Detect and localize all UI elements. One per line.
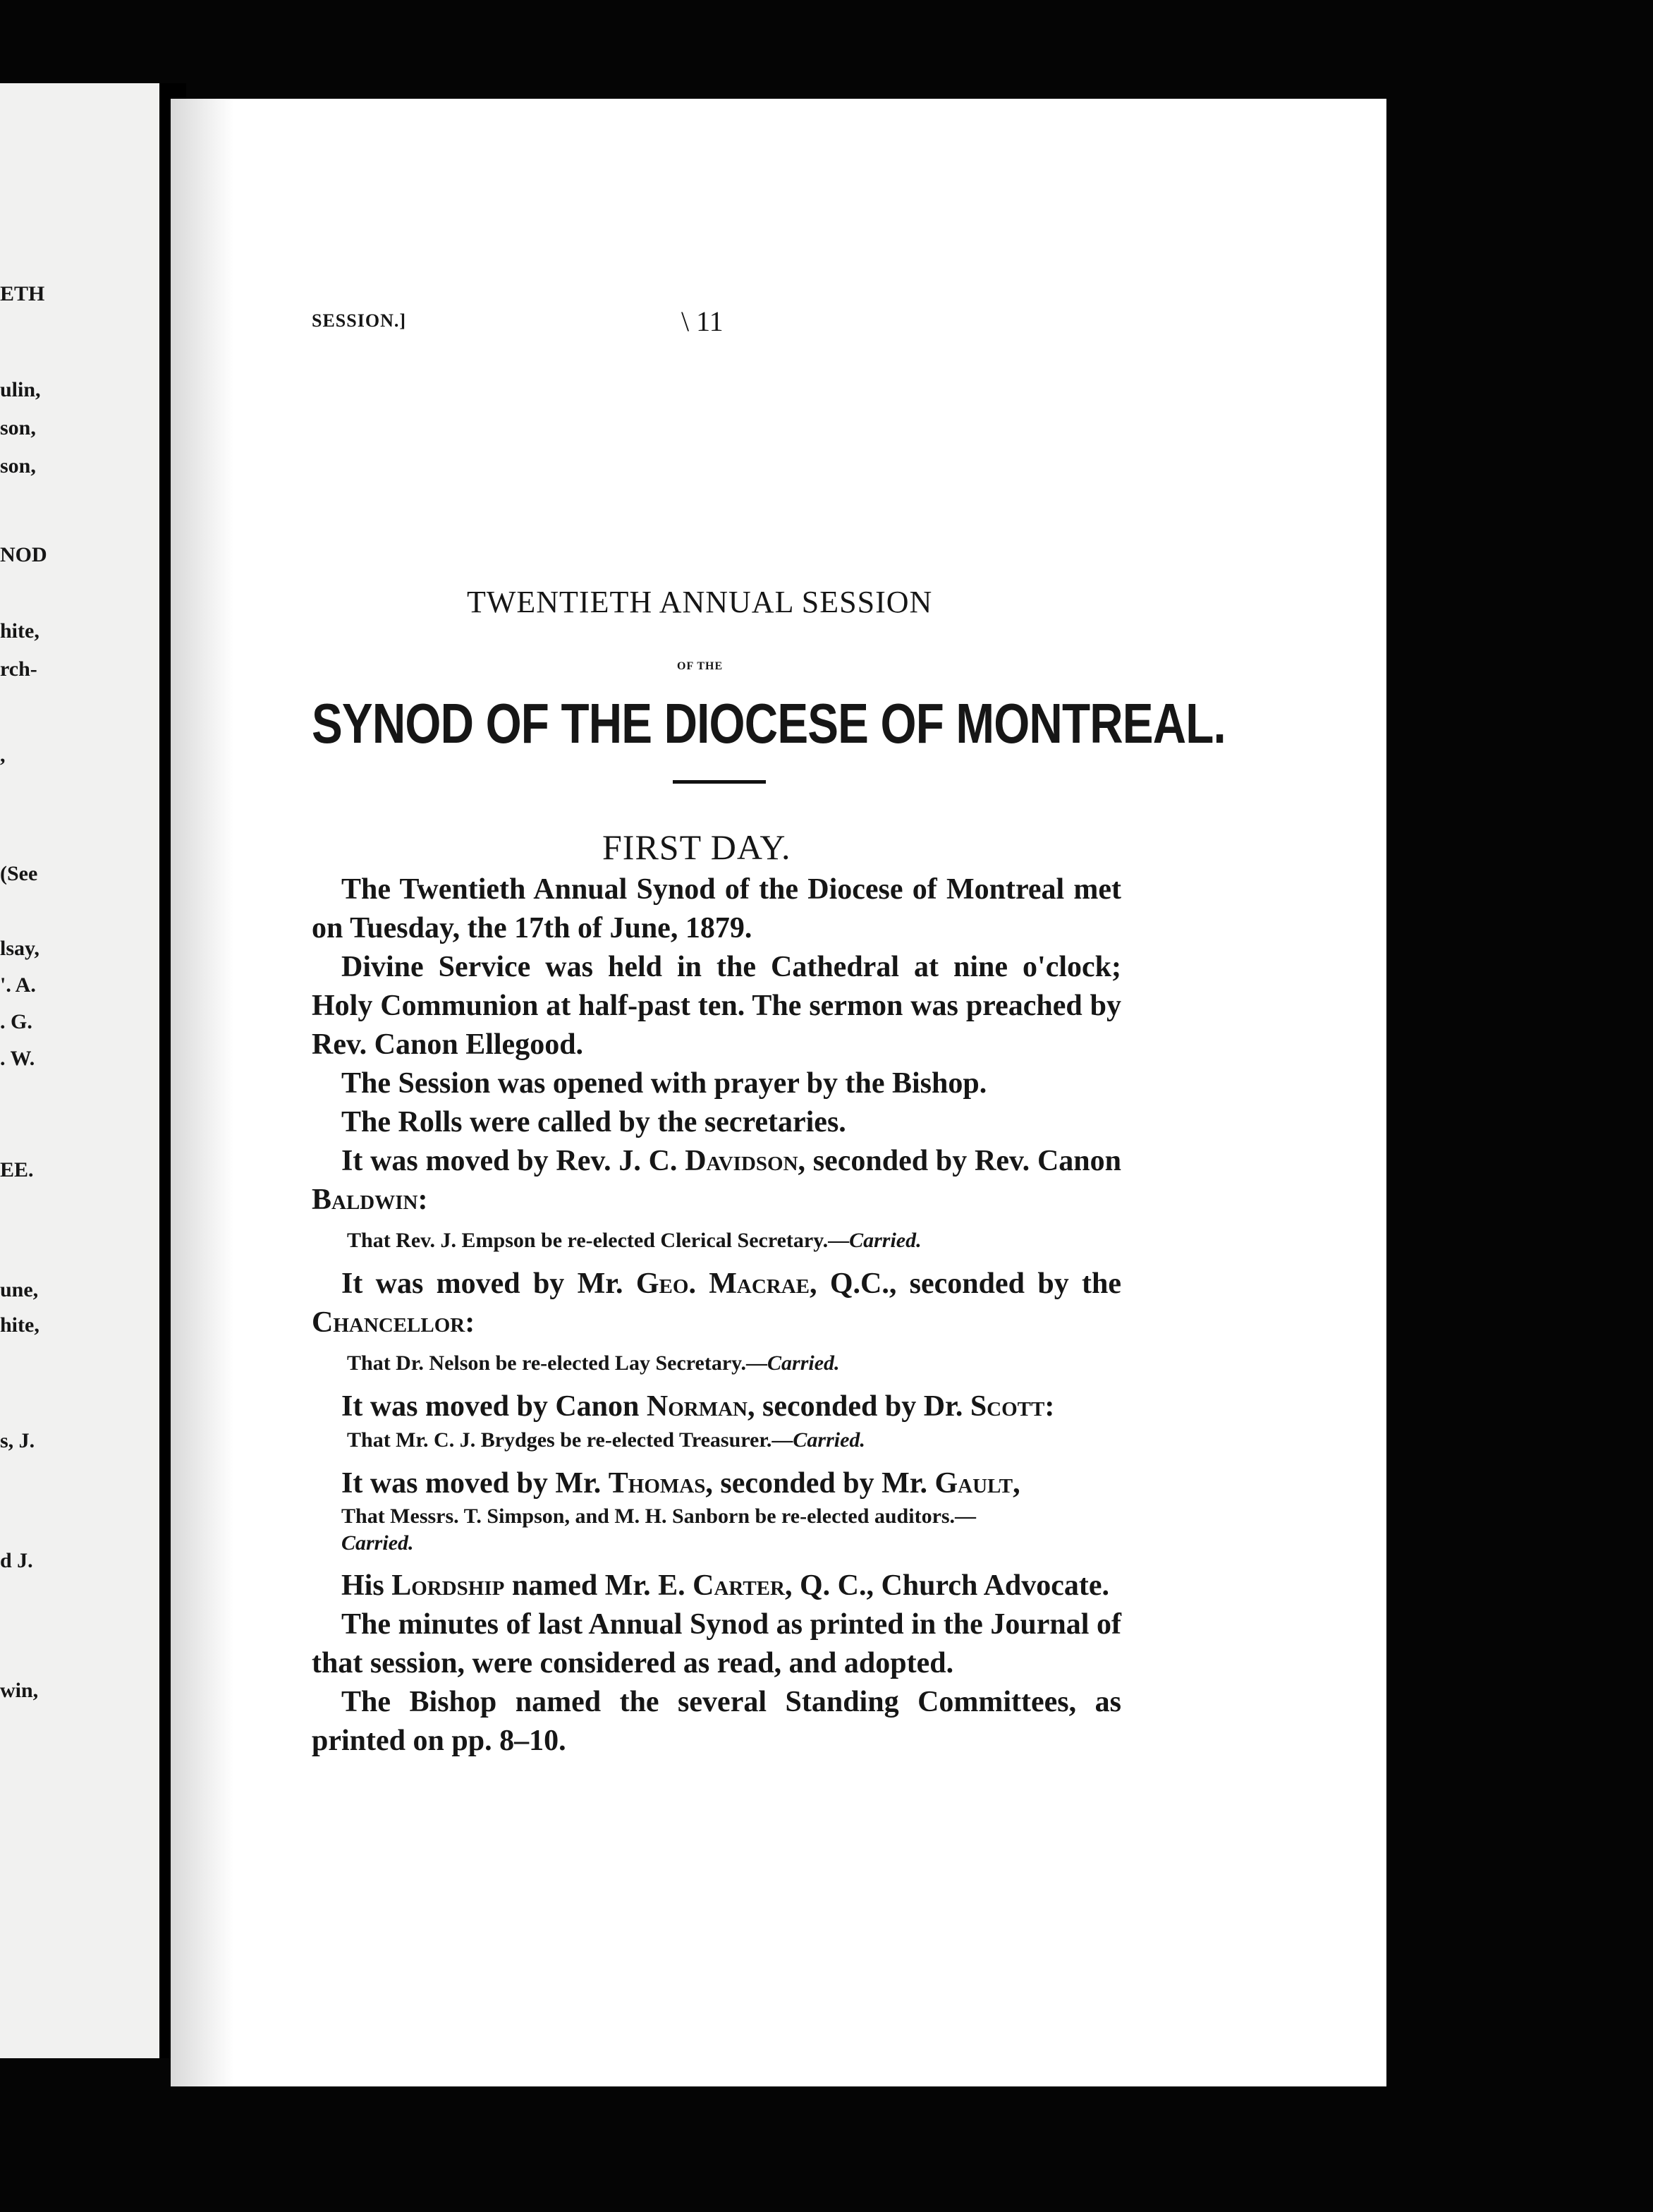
session-heading: TWENTIETH ANNUAL SESSION bbox=[467, 585, 933, 619]
left-fragment: . G. bbox=[0, 1010, 32, 1033]
resolution-treasurer: That Mr. C. J. Brydges be re-elected Treasurer.—Carried. bbox=[347, 1428, 865, 1452]
seconder-name: Scott bbox=[970, 1390, 1045, 1423]
resolution-result: Carried. bbox=[793, 1428, 865, 1452]
mover-name: Davidson bbox=[685, 1145, 798, 1177]
left-fragment: son, bbox=[0, 454, 36, 478]
left-fragment: s, J. bbox=[0, 1429, 35, 1452]
previous-page-edge bbox=[0, 83, 159, 2058]
left-fragment: hite, bbox=[0, 619, 39, 643]
day-heading: FIRST DAY. bbox=[602, 827, 791, 867]
left-fragment: , bbox=[0, 743, 6, 767]
left-fragment: son, bbox=[0, 416, 36, 439]
left-fragment: lsay, bbox=[0, 937, 39, 960]
left-fragment: win, bbox=[0, 1679, 39, 1702]
paragraph-session-opened: The Session was opened with prayer by the Bishop. bbox=[341, 1067, 987, 1100]
resolution-lay-secretary: That Dr. Nelson be re-elected Lay Secretary.—Carried. bbox=[347, 1351, 840, 1375]
paragraph-minutes: The minutes of last Annual Synod as printed in the Journal of that session, were considered as read, and adopted. bbox=[312, 1608, 1121, 1679]
resolution-result: Carried. bbox=[849, 1229, 922, 1252]
mover-name: Geo. Macrae bbox=[635, 1268, 810, 1300]
advocate-name: Carter bbox=[693, 1569, 785, 1602]
left-fragment: d J. bbox=[0, 1549, 33, 1572]
paragraph-opening: The Twentieth Annual Synod of the Diocese of Montreal met on Tuesday, the 17th of June, 1879. bbox=[312, 873, 1121, 944]
motion-lay-secretary: It was moved by Mr. Geo. Macrae, Q.C., seconded by the Chancellor: bbox=[312, 1268, 1121, 1339]
seconder-name: Chancellor bbox=[312, 1306, 465, 1339]
motion-auditors: It was moved by Mr. Thomas, seconded by Mr. Gault, bbox=[341, 1467, 1020, 1500]
motion-clerical-secretary: It was moved by Rev. J. C. Davidson, seconded by Rev. Canon Baldwin: bbox=[312, 1145, 1121, 1216]
paragraph-rolls: The Rolls were called by the secretaries. bbox=[341, 1106, 846, 1138]
mover-name: Norman bbox=[646, 1390, 748, 1423]
resolution-clerical-secretary: That Rev. J. Empson be re-elected Clerical Secretary.—Carried. bbox=[347, 1229, 922, 1252]
paragraph-church-advocate: His Lordship named Mr. E. Carter, Q. C., Church Advocate. bbox=[341, 1569, 1110, 1602]
page-title: SYNOD OF THE DIOCESE OF MONTREAL. bbox=[312, 692, 1226, 755]
journal-body bbox=[312, 870, 1121, 1761]
of-the-line: OF THE bbox=[677, 660, 724, 672]
paragraph-standing-committees: The Bishop named the several Standing Committees, as printed on pp. 8–10. bbox=[312, 1686, 1121, 1757]
book-page bbox=[171, 99, 1386, 2086]
left-fragment: . W. bbox=[0, 1047, 35, 1070]
resolution-result: Carried. bbox=[767, 1351, 840, 1375]
left-fragment: ulin, bbox=[0, 378, 41, 401]
left-fragment: (See bbox=[0, 862, 38, 885]
left-fragment: '. A. bbox=[0, 973, 36, 997]
page-number: \ 11 bbox=[681, 305, 724, 337]
left-fragment: rch- bbox=[0, 657, 37, 681]
left-fragment: une, bbox=[0, 1278, 39, 1301]
left-fragment: ETH bbox=[0, 282, 45, 305]
left-fragment: NOD bbox=[0, 543, 47, 566]
left-fragment: EE. bbox=[0, 1158, 34, 1181]
running-head: SESSION.] bbox=[312, 310, 406, 331]
resolution-auditors: That Messrs. T. Simpson, and M. H. Sanborn be re-elected auditors.— Carried. bbox=[341, 1505, 977, 1555]
paragraph-divine-service: Divine Service was held in the Cathedral at nine o'clock; Holy Communion at half-past ten. The sermon was preached by Rev. Canon Ellegood. bbox=[312, 951, 1121, 1061]
seconder-name: Baldwin bbox=[312, 1184, 418, 1216]
seconder-name: Gault bbox=[934, 1467, 1013, 1500]
resolution-result: Carried. bbox=[341, 1531, 414, 1555]
motion-treasurer: It was moved by Canon Norman, seconded by Dr. Scott: bbox=[341, 1390, 1055, 1423]
title-rule bbox=[673, 780, 766, 784]
left-fragment: hite, bbox=[0, 1313, 39, 1337]
mover-name: Thomas bbox=[608, 1467, 706, 1500]
